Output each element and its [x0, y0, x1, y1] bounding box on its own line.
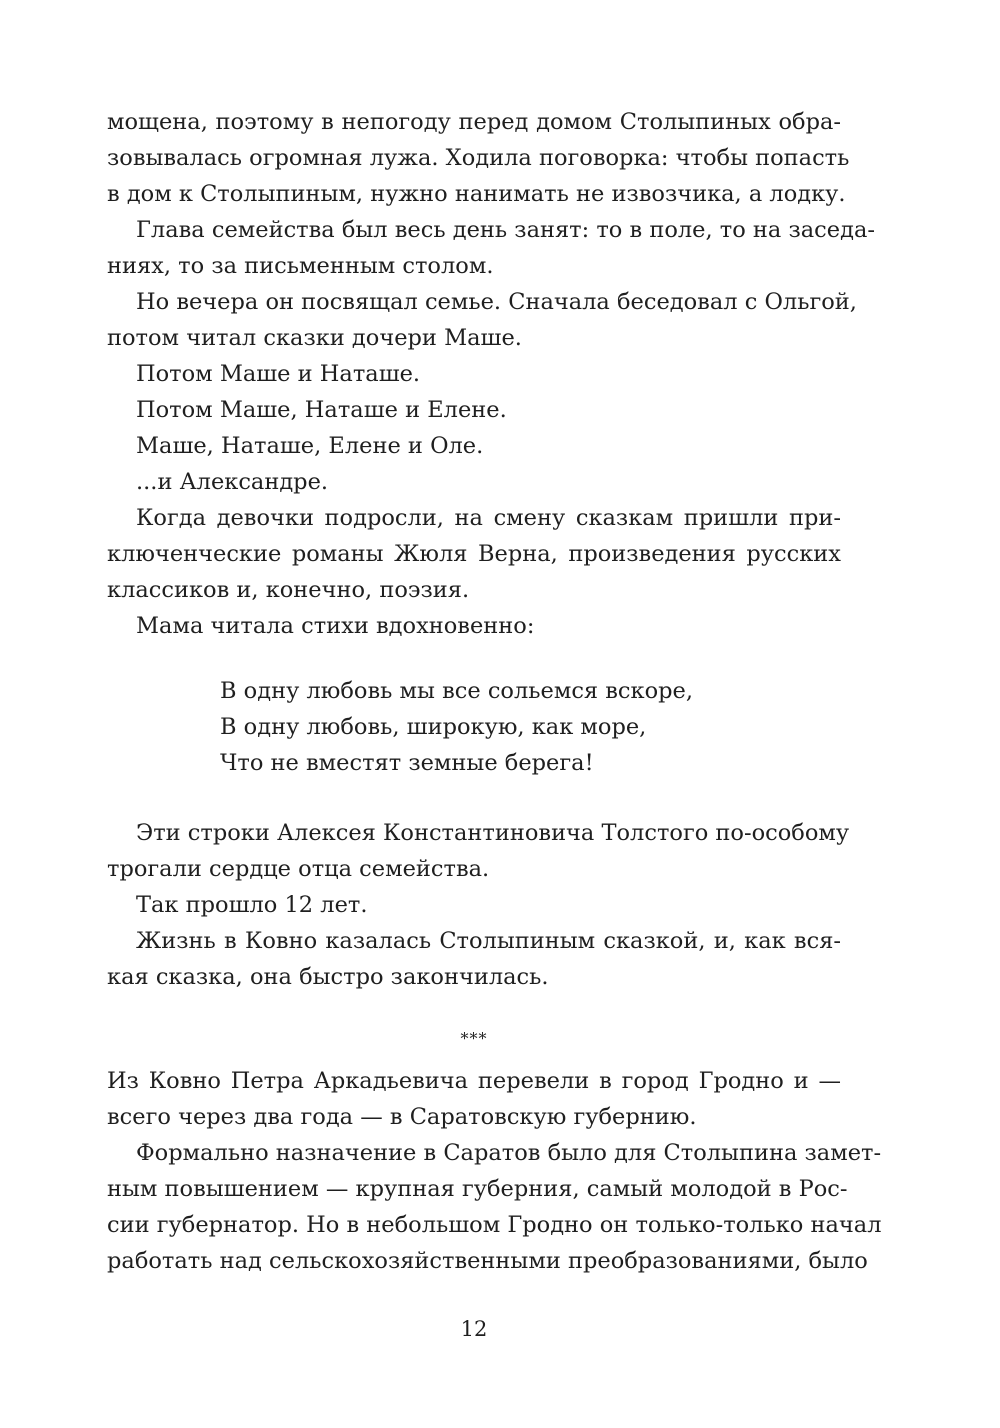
text-line: потом читал сказки дочери Маше. — [107, 325, 522, 351]
text-line: сии губернатор. Но в небольшом Гродно он только-только начал — [107, 1212, 882, 1238]
text-line: Так прошло 12 лет. — [136, 892, 368, 918]
text-line: в дом к Столыпиным, нужно нанимать не извозчика, а лодку. — [107, 181, 846, 207]
text-line: Маше, Наташе, Елене и Оле. — [136, 433, 484, 459]
text-line: Эти строки Алексея Константиновича Толстого по-особому — [136, 820, 850, 846]
text-line: ...и Александре. — [136, 469, 329, 495]
text-line: ключенческие романы Жюля Верна, произведения русских — [107, 541, 841, 567]
text-line: Когда девочки подросли, на смену сказкам пришли при- — [136, 505, 841, 531]
verse-line: Что не вместят земные берега! — [220, 750, 594, 776]
text-line: Потом Маше, Наташе и Елене. — [136, 397, 507, 423]
text-line: Из Ковно Петра Аркадьевича перевели в город Гродно и — — [107, 1068, 841, 1094]
text-line: кая сказка, она быстро закончилась. — [107, 964, 549, 990]
text-line: работать над сельскохозяйственными преобразованиями, было — [107, 1248, 868, 1274]
text-line: Потом Маше и Наташе. — [136, 361, 421, 387]
text-line: Формально назначение в Саратов было для Столыпина замет- — [136, 1140, 882, 1166]
text-line: Глава семейства был весь день занят: то в поле, то на заседа- — [136, 217, 875, 243]
text-line: Но вечера он посвящал семье. Сначала беседовал с Ольгой, — [136, 289, 857, 315]
verse-line: В одну любовь мы все сольемся вскоре, — [220, 678, 694, 704]
text-line: трогали сердце отца семейства. — [107, 856, 490, 882]
text-line: Жизнь в Ковно казалась Столыпиным сказкой, и, как вся- — [136, 928, 841, 954]
text-line: мощена, поэтому в непогоду перед домом Столыпиных обра- — [107, 109, 841, 135]
text-line: зовывалась огромная лужа. Ходила поговорка: чтобы попасть — [107, 145, 850, 171]
text-line: Мама читала стихи вдохновенно: — [136, 613, 535, 639]
text-line: классиков и, конечно, поэзия. — [107, 577, 470, 603]
text-line: ниях, то за письменным столом. — [107, 253, 494, 279]
verse-line: В одну любовь, широкую, как море, — [220, 714, 647, 740]
section-separator: *** — [460, 1029, 488, 1048]
page-number: 12 — [460, 1317, 488, 1341]
text-line: всего через два года — в Саратовскую губернию. — [107, 1104, 697, 1130]
text-line: ным повышением — крупная губерния, самый молодой в Рос- — [107, 1176, 848, 1202]
